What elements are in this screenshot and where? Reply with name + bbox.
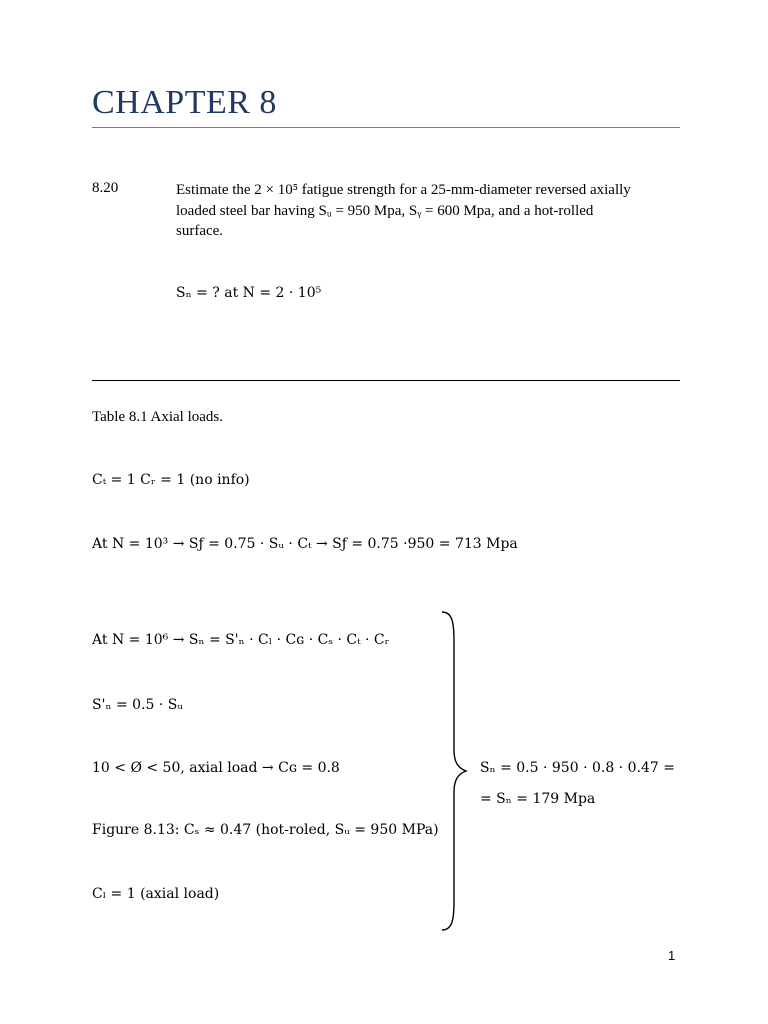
problem-statement <box>176 180 676 242</box>
problem-number: 8.20 <box>92 180 119 196</box>
section-divider <box>92 380 680 381</box>
equation-n-1e3: At N = 10³ → Sƒ = 0.75 · Sᵤ · Cₜ → Sƒ = 0.75 ·950 = 713 Mpa <box>92 536 518 552</box>
result-line-2: = Sₙ = 179 Mpa <box>480 791 596 807</box>
page-number: 1 <box>668 948 676 963</box>
title-rule <box>92 127 680 128</box>
problem-line-2: loaded steel bar having Sᵤ = 950 Mpa, Sᵧ = 600 Mpa, and a hot-rolled <box>176 202 594 219</box>
equation-n-1e6: At N = 10⁶ → Sₙ = S'ₙ · Cₗ · Cɢ · Cₛ · Cₜ · Cᵣ <box>92 632 390 648</box>
equation-cg: 10 < Ø < 50, axial load → Cɢ = 0.8 <box>92 760 340 776</box>
ct-cr-values: Cₜ = 1 Cᵣ = 1 (no info) <box>92 472 250 488</box>
table-reference: Table 8.1 Axial loads. <box>92 409 224 425</box>
equation-cs: Figure 8.13: Cₛ ≈ 0.47 (hot-roled, Sᵤ = 950 MPa) <box>92 822 439 838</box>
chapter-title: CHAPTER 8 <box>92 84 277 121</box>
result-line-1: Sₙ = 0.5 · 950 · 0.8 · 0.47 = <box>480 760 675 776</box>
equation-cl: Cₗ = 1 (axial load) <box>92 886 220 902</box>
curly-brace <box>440 610 470 932</box>
problem-line-3: surface. <box>176 223 224 239</box>
problem-line-1: Estimate the 2 × 10⁵ fatigue strength for a 25-mm-diameter reversed axially <box>176 182 631 198</box>
equation-sn-prime: S'ₙ = 0.5 · Sᵤ <box>92 697 183 713</box>
problem-question: Sₙ = ? at N = 2 · 10⁵ <box>176 285 322 301</box>
